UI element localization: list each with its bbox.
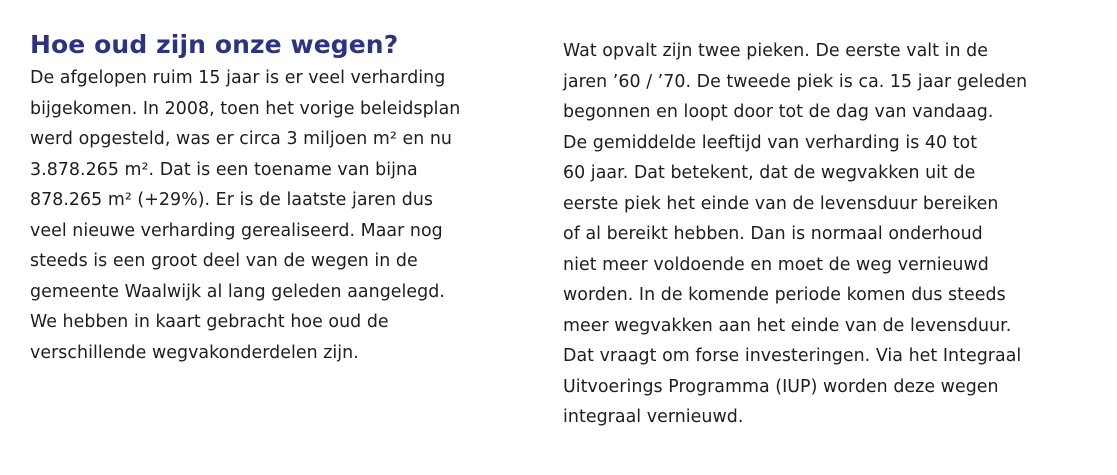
- paragraph-line: werd opgesteld, was er circa 3 miljoen m² en nu: [30, 129, 453, 149]
- paragraph-line: begonnen en loopt door tot de dag van vandaag.: [563, 102, 994, 122]
- paragraph-line: Uitvoerings Programma (IUP) worden deze wegen: [563, 376, 999, 397]
- paragraph-line: meer wegvakken aan het einde van de levensduur.: [563, 315, 1012, 336]
- paragraph-line: bijgekomen. In 2008, toen het vorige beleidsplan: [30, 98, 461, 119]
- paragraph-line: Wat opvalt zijn twee pieken. De eerste valt in de: [563, 41, 988, 61]
- left-column: [30, 30, 530, 368]
- paragraph-line: worden. In de komende periode komen dus steeds: [563, 285, 1006, 305]
- paragraph-line: verschillende wegvakonderdelen zijn.: [30, 342, 359, 363]
- paragraph-line: veel nieuwe verharding gerealiseerd. Maar nog: [30, 220, 443, 241]
- paragraph-line: 60 jaar. Dat betekent, dat de wegvakken uit de: [563, 163, 976, 183]
- right-paragraph: [563, 36, 1103, 433]
- left-paragraph: [30, 63, 530, 368]
- paragraph-line: integraal vernieuwd.: [563, 407, 744, 427]
- paragraph-line: steeds is een groot deel van de wegen in de: [30, 251, 418, 271]
- paragraph-line: Dat vraagt om forse investeringen. Via het Integraal: [563, 346, 1022, 366]
- paragraph-line: De gemiddelde leeftijd van verharding is 40 tot: [563, 132, 978, 153]
- paragraph-line: niet meer voldoende en moet de weg vernieuwd: [563, 254, 989, 275]
- section-heading: Hoe oud zijn onze wegen?: [30, 30, 399, 59]
- paragraph-line: We hebben in kaart gebracht hoe oud de: [30, 312, 389, 332]
- paragraph-line: 878.265 m² (+29%). Er is de laatste jaren dus: [30, 190, 434, 210]
- paragraph-line: of al bereikt hebben. Dan is normaal onderhoud: [563, 224, 983, 244]
- right-column: [563, 36, 1103, 433]
- paragraph-line: 3.878.265 m². Dat is een toename van bijna: [30, 159, 418, 180]
- paragraph-line: gemeente Waalwijk al lang geleden aangelegd.: [30, 281, 445, 302]
- paragraph-line: eerste piek het einde van de levensduur bereiken: [563, 193, 999, 214]
- paragraph-line: De afgelopen ruim 15 jaar is er veel verharding: [30, 68, 446, 88]
- paragraph-line: jaren ’60 / ’70. De tweede piek is ca. 15 jaar geleden: [563, 71, 1028, 92]
